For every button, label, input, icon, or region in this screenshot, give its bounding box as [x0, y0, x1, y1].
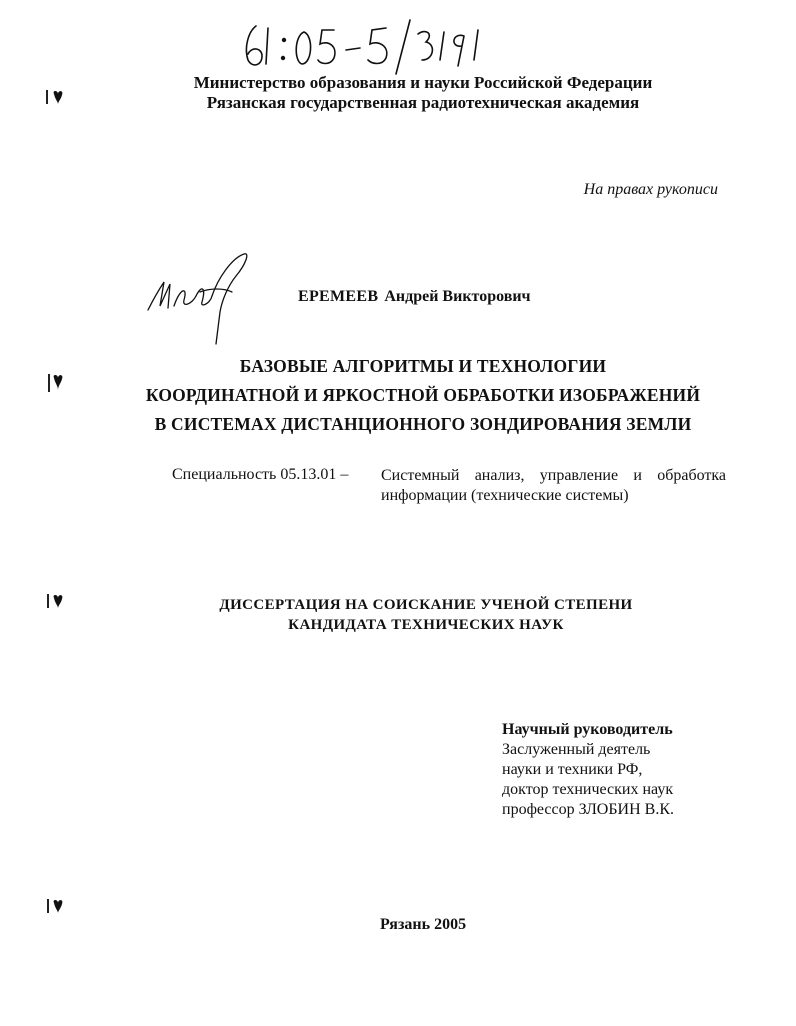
- thesis-title-line-3: В СИСТЕМАХ ДИСТАНЦИОННОГО ЗОНДИРОВАНИЯ ЗЕМЛИ: [154, 414, 692, 434]
- binding-hole-mark-icon: [44, 86, 68, 108]
- city-and-year: Рязань 2005: [379, 916, 467, 933]
- advisor-title-line-1: Заслуженный деятель: [502, 741, 651, 758]
- author-surname: ЕРЕМЕЕВ: [298, 288, 379, 305]
- advisor-title-line-2: науки и техники РФ,: [502, 761, 643, 778]
- manuscript-rights-note: На правах рукописи: [583, 181, 718, 198]
- binding-hole-mark-icon: [44, 895, 68, 917]
- academy-name: Рязанская государственная радиотехническая академия: [206, 93, 640, 112]
- specialty-code: Специальность 05.13.01 –: [172, 466, 349, 483]
- advisor-heading: Научный руководитель: [502, 721, 673, 738]
- ministry-name: Министерство образования и науки Российской Федерации: [193, 73, 653, 92]
- advisor-degree: доктор технических наук: [502, 781, 674, 798]
- handwritten-catalog-number: [238, 14, 498, 76]
- thesis-title-line-1: БАЗОВЫЕ АЛГОРИТМЫ И ТЕХНОЛОГИИ: [239, 356, 607, 376]
- advisor-name: профессор ЗЛОБИН В.К.: [502, 801, 674, 818]
- author-signature: [140, 248, 260, 348]
- author-name: [298, 288, 531, 306]
- binding-hole-mark-icon: [44, 372, 68, 394]
- binding-hole-mark-icon: [44, 590, 68, 612]
- author-given-names: Андрей Викторович: [384, 288, 531, 305]
- scientific-advisor-block: [502, 720, 674, 820]
- degree-statement-line-2: КАНДИДАТА ТЕХНИЧЕСКИХ НАУК: [288, 617, 564, 633]
- specialty-description: Системный анализ, управление и обработка информации (технические системы): [381, 467, 726, 504]
- thesis-title-line-2: КООРДИНАТНОЙ И ЯРКОСТНОЙ ОБРАБОТКИ ИЗОБРАЖЕНИЙ: [145, 385, 701, 405]
- degree-statement-line-1: ДИССЕРТАЦИЯ НА СОИСКАНИЕ УЧЕНОЙ СТЕПЕНИ: [219, 597, 633, 613]
